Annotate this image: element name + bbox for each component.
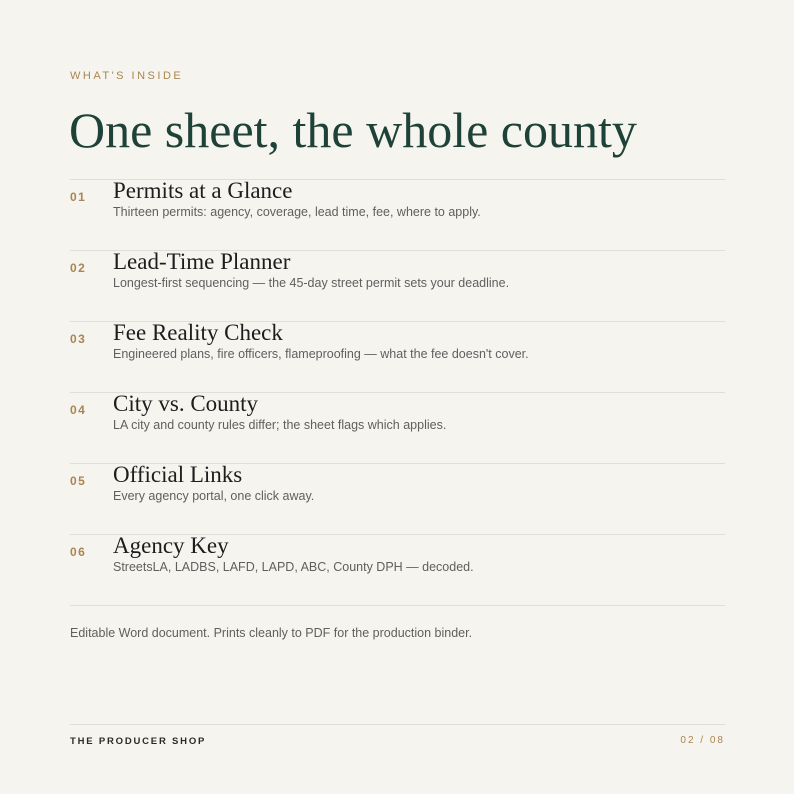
item-title: Official Links [113,462,243,487]
list-divider [70,605,725,606]
list-item [70,250,725,321]
item-number: 04 [70,403,87,417]
section-eyebrow: WHAT'S INSIDE [70,70,184,82]
item-description: Thirteen permits: agency, coverage, lead time, fee, where to apply. [113,205,481,219]
item-description: LA city and county rules differ; the sheet flags which applies. [113,418,447,432]
list-item [70,534,725,605]
format-note: Editable Word document. Prints cleanly to PDF for the production binder. [70,626,473,640]
list-item [70,321,725,392]
item-description: Engineered plans, fire officers, flameproofing — what the fee doesn't cover. [113,347,529,361]
item-number: 03 [70,332,87,346]
item-description: StreetsLA, LADBS, LAFD, LAPD, ABC, County DPH — decoded. [113,560,474,574]
page-number: 02 / 08 [680,735,725,746]
item-description: Longest-first sequencing — the 45-day street permit sets your deadline. [113,276,510,290]
footer-divider [70,724,725,725]
brand-name: THE PRODUCER SHOP [70,736,207,747]
item-title: Lead-Time Planner [113,249,291,274]
page-title: One sheet, the whole county [69,102,637,158]
list-item [70,179,725,250]
item-number: 05 [70,474,87,488]
item-title: Agency Key [113,533,229,558]
item-number: 02 [70,261,87,275]
list-item [70,392,725,463]
list-item [70,463,725,534]
item-title: City vs. County [113,391,259,416]
item-title: Fee Reality Check [113,320,283,345]
contents-list [70,179,725,606]
item-number: 06 [70,545,87,559]
item-title: Permits at a Glance [113,178,293,203]
item-number: 01 [70,190,87,204]
item-description: Every agency portal, one click away. [113,489,315,503]
